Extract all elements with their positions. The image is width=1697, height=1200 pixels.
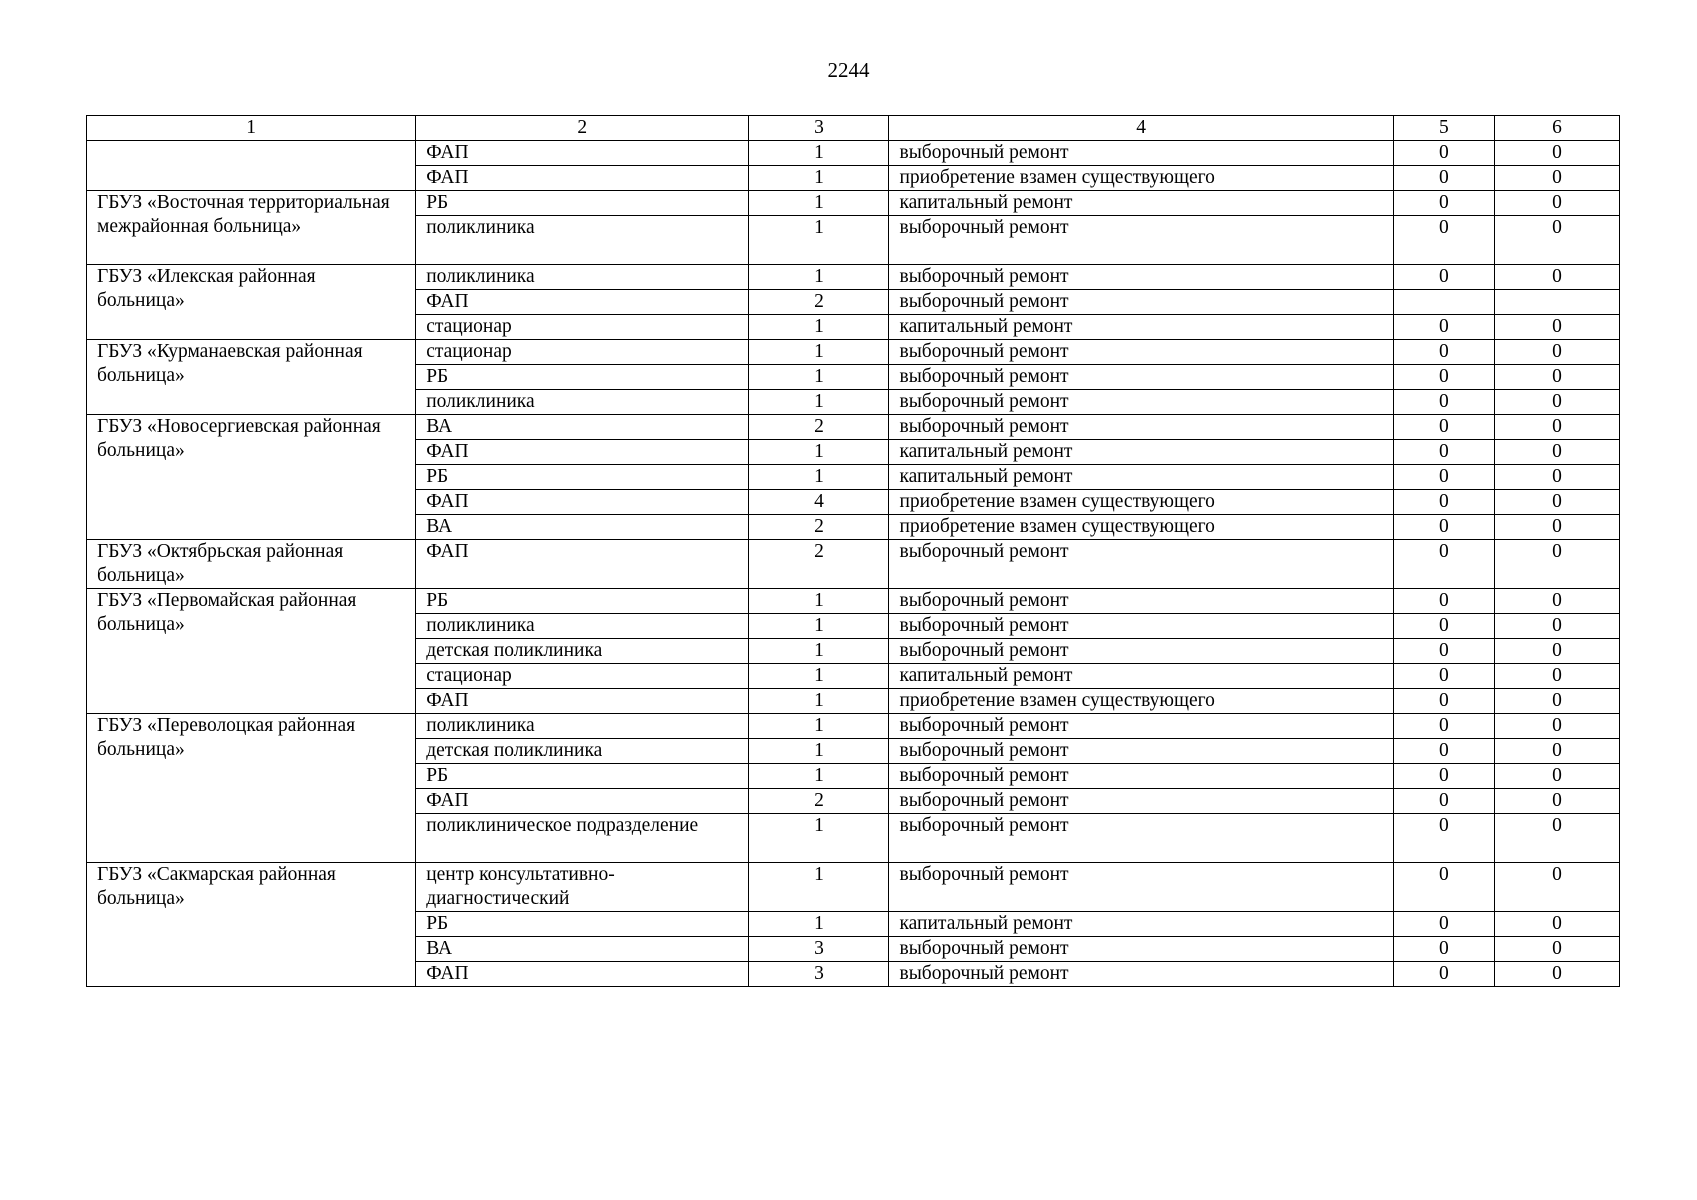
col6-cell: 0 [1494,614,1619,639]
facility-type-cell: ВА [416,937,749,962]
count-cell: 1 [749,714,889,739]
work-type-cell: выборочный ремонт [889,365,1393,390]
col6-cell: 0 [1494,912,1619,937]
facility-type-cell: ФАП [416,540,749,589]
col5-cell: 0 [1393,664,1494,689]
count-cell: 1 [749,365,889,390]
col6-cell: 0 [1494,764,1619,789]
col5-cell: 0 [1393,141,1494,166]
count-cell: 1 [749,440,889,465]
col6-cell: 0 [1494,415,1619,440]
col5-cell: 0 [1393,315,1494,340]
col5-cell: 0 [1393,265,1494,290]
organization-cell: ГБУЗ «Переволоцкая районная больница» [87,714,416,863]
col5-cell: 0 [1393,863,1494,912]
col5-cell: 0 [1393,814,1494,863]
facility-type-cell: ВА [416,415,749,440]
col5-cell: 0 [1393,789,1494,814]
work-type-cell: капитальный ремонт [889,664,1393,689]
work-type-cell: выборочный ремонт [889,141,1393,166]
col5-cell: 0 [1393,714,1494,739]
facility-type-cell: детская поликлиника [416,639,749,664]
count-cell: 1 [749,315,889,340]
col5-cell: 0 [1393,540,1494,589]
col6-cell: 0 [1494,490,1619,515]
work-type-cell: приобретение взамен существующего [889,515,1393,540]
organization-cell: ГБУЗ «Восточная территориальная межрайонная больница» [87,191,416,265]
col5-cell: 0 [1393,166,1494,191]
header-cell: 5 [1393,116,1494,141]
col6-cell: 0 [1494,814,1619,863]
count-cell: 1 [749,814,889,863]
work-type-cell: выборочный ремонт [889,290,1393,315]
count-cell: 1 [749,589,889,614]
facility-type-cell: РБ [416,764,749,789]
work-type-cell: выборочный ремонт [889,265,1393,290]
col6-cell: 0 [1494,141,1619,166]
col6-cell: 0 [1494,515,1619,540]
table-body [87,141,1620,987]
work-type-cell: выборочный ремонт [889,340,1393,365]
col6-cell: 0 [1494,390,1619,415]
work-type-cell: выборочный ремонт [889,789,1393,814]
table-row [87,340,1620,365]
col6-cell: 0 [1494,540,1619,589]
col6-cell: 0 [1494,714,1619,739]
facility-type-cell: поликлиника [416,714,749,739]
facility-type-cell: стационар [416,664,749,689]
table-row [87,415,1620,440]
organization-cell: ГБУЗ «Курманаевская районная больница» [87,340,416,415]
work-type-cell: выборочный ремонт [889,962,1393,987]
repair-table [86,115,1620,987]
col6-cell: 0 [1494,216,1619,265]
work-type-cell: выборочный ремонт [889,714,1393,739]
col6-cell: 0 [1494,689,1619,714]
facility-type-cell: РБ [416,912,749,937]
count-cell: 1 [749,390,889,415]
count-cell: 2 [749,540,889,589]
col5-cell: 0 [1393,739,1494,764]
facility-type-cell: РБ [416,589,749,614]
col5-cell: 0 [1393,515,1494,540]
table-row [87,141,1620,166]
col5-cell: 0 [1393,415,1494,440]
count-cell: 2 [749,415,889,440]
col5-cell: 0 [1393,191,1494,216]
work-type-cell: выборочный ремонт [889,937,1393,962]
count-cell: 2 [749,789,889,814]
col6-cell: 0 [1494,315,1619,340]
work-type-cell: выборочный ремонт [889,739,1393,764]
work-type-cell: приобретение взамен существующего [889,490,1393,515]
work-type-cell: выборочный ремонт [889,390,1393,415]
count-cell: 2 [749,515,889,540]
page-number: 2244 [827,58,870,82]
work-type-cell: выборочный ремонт [889,589,1393,614]
col5-cell: 0 [1393,216,1494,265]
count-cell: 1 [749,166,889,191]
facility-type-cell: РБ [416,191,749,216]
organization-cell: ГБУЗ «Октябрьская районная больница» [87,540,416,589]
count-cell: 1 [749,465,889,490]
col5-cell: 0 [1393,340,1494,365]
work-type-cell: приобретение взамен существующего [889,689,1393,714]
facility-type-cell: ФАП [416,166,749,191]
col5-cell: 0 [1393,639,1494,664]
col6-cell: 0 [1494,639,1619,664]
col5-cell [1393,290,1494,315]
facility-type-cell: поликлиника [416,390,749,415]
count-cell: 1 [749,265,889,290]
count-cell: 4 [749,490,889,515]
facility-type-cell: ФАП [416,141,749,166]
table-row [87,265,1620,290]
work-type-cell: приобретение взамен существующего [889,166,1393,191]
col5-cell: 0 [1393,465,1494,490]
col6-cell: 0 [1494,265,1619,290]
count-cell: 1 [749,141,889,166]
work-type-cell: выборочный ремонт [889,764,1393,789]
col5-cell: 0 [1393,440,1494,465]
col6-cell [1494,290,1619,315]
header-cell: 1 [87,116,416,141]
col6-cell: 0 [1494,191,1619,216]
col6-cell: 0 [1494,340,1619,365]
col5-cell: 0 [1393,589,1494,614]
header-cell: 2 [416,116,749,141]
count-cell: 1 [749,863,889,912]
count-cell: 1 [749,739,889,764]
col6-cell: 0 [1494,465,1619,490]
work-type-cell: выборочный ремонт [889,415,1393,440]
count-cell: 1 [749,689,889,714]
organization-cell: ГБУЗ «Первомайская районная больница» [87,589,416,714]
organization-cell: ГБУЗ «Новосергиевская районная больница» [87,415,416,540]
facility-type-cell: ФАП [416,490,749,515]
facility-type-cell: ФАП [416,440,749,465]
facility-type-cell: детская поликлиника [416,739,749,764]
work-type-cell: капитальный ремонт [889,440,1393,465]
facility-type-cell: ФАП [416,962,749,987]
col5-cell: 0 [1393,390,1494,415]
count-cell: 3 [749,937,889,962]
header-cell: 6 [1494,116,1619,141]
col6-cell: 0 [1494,739,1619,764]
count-cell: 3 [749,962,889,987]
col5-cell: 0 [1393,962,1494,987]
col6-cell: 0 [1494,664,1619,689]
count-cell: 1 [749,764,889,789]
organization-cell: ГБУЗ «Сакмарская районная больница» [87,863,416,987]
col6-cell: 0 [1494,937,1619,962]
header-cell: 4 [889,116,1393,141]
work-type-cell: выборочный ремонт [889,540,1393,589]
work-type-cell: капитальный ремонт [889,912,1393,937]
work-type-cell: выборочный ремонт [889,614,1393,639]
col5-cell: 0 [1393,689,1494,714]
table-row [87,863,1620,912]
col6-cell: 0 [1494,166,1619,191]
organization-cell [87,141,416,191]
facility-type-cell: ФАП [416,789,749,814]
organization-cell: ГБУЗ «Илекская районная больница» [87,265,416,340]
count-cell: 1 [749,664,889,689]
work-type-cell: выборочный ремонт [889,814,1393,863]
work-type-cell: выборочный ремонт [889,863,1393,912]
facility-type-cell: поликлиническое подразделение [416,814,749,863]
col6-cell: 0 [1494,863,1619,912]
col5-cell: 0 [1393,764,1494,789]
count-cell: 1 [749,340,889,365]
facility-type-cell: стационар [416,340,749,365]
count-cell: 1 [749,216,889,265]
table-header-row [87,116,1620,141]
facility-type-cell: стационар [416,315,749,340]
facility-type-cell: поликлиника [416,265,749,290]
col5-cell: 0 [1393,614,1494,639]
work-type-cell: капитальный ремонт [889,191,1393,216]
facility-type-cell: РБ [416,365,749,390]
header-cell: 3 [749,116,889,141]
col5-cell: 0 [1393,490,1494,515]
col5-cell: 0 [1393,365,1494,390]
work-type-cell: выборочный ремонт [889,639,1393,664]
col5-cell: 0 [1393,912,1494,937]
col5-cell: 0 [1393,937,1494,962]
count-cell: 1 [749,191,889,216]
count-cell: 1 [749,639,889,664]
facility-type-cell: ВА [416,515,749,540]
count-cell: 1 [749,912,889,937]
col6-cell: 0 [1494,789,1619,814]
facility-type-cell: поликлиника [416,614,749,639]
count-cell: 1 [749,614,889,639]
facility-type-cell: РБ [416,465,749,490]
facility-type-cell: поликлиника [416,216,749,265]
facility-type-cell: ФАП [416,689,749,714]
table-row [87,714,1620,739]
table-row [87,191,1620,216]
facility-type-cell: ФАП [416,290,749,315]
facility-type-cell: центр консультативно-диагностический [416,863,749,912]
col6-cell: 0 [1494,365,1619,390]
table-row [87,589,1620,614]
col6-cell: 0 [1494,589,1619,614]
work-type-cell: капитальный ремонт [889,465,1393,490]
table-row [87,540,1620,589]
col6-cell: 0 [1494,440,1619,465]
count-cell: 2 [749,290,889,315]
work-type-cell: выборочный ремонт [889,216,1393,265]
col6-cell: 0 [1494,962,1619,987]
work-type-cell: капитальный ремонт [889,315,1393,340]
